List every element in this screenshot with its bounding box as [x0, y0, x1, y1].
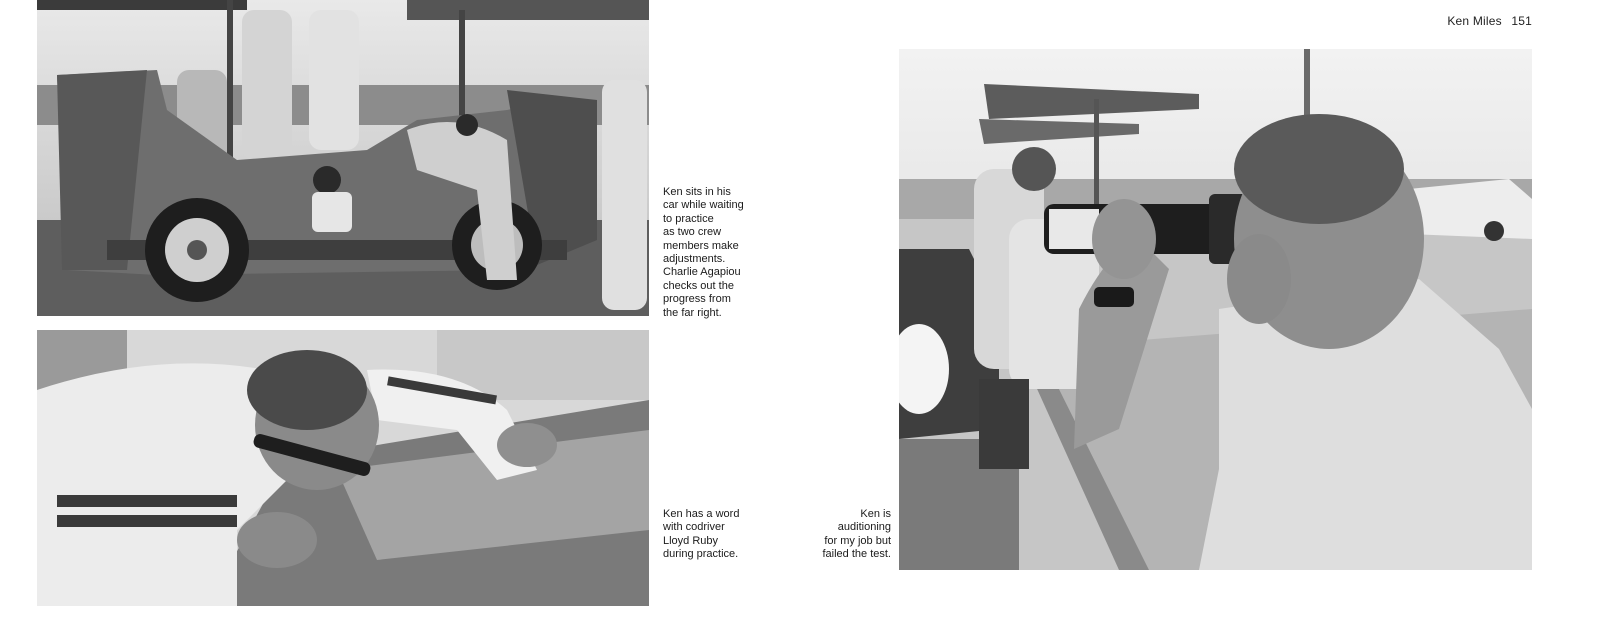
running-head-title: Ken Miles: [1447, 14, 1502, 28]
photo-ken-camera: [899, 49, 1532, 570]
page-number: 151: [1511, 14, 1532, 28]
photo-car-pits-image: [37, 0, 649, 316]
caption-codriver: Ken has a word with codriver Lloyd Ruby during practice.: [663, 508, 740, 561]
photo-car-pits: [37, 0, 649, 316]
caption-car-pits: Ken sits in his car while waiting to practice as two crew members make adjustments. Charlie Agapiou checks out the progress from the far right.: [663, 186, 744, 319]
photo-ken-leaning-image: [37, 330, 649, 606]
photo-ken-leaning: [37, 330, 649, 606]
caption-audition: Ken is auditioning for my job but failed the test.: [822, 508, 891, 561]
photo-ken-camera-image: [899, 49, 1532, 570]
running-head: [1447, 14, 1532, 28]
